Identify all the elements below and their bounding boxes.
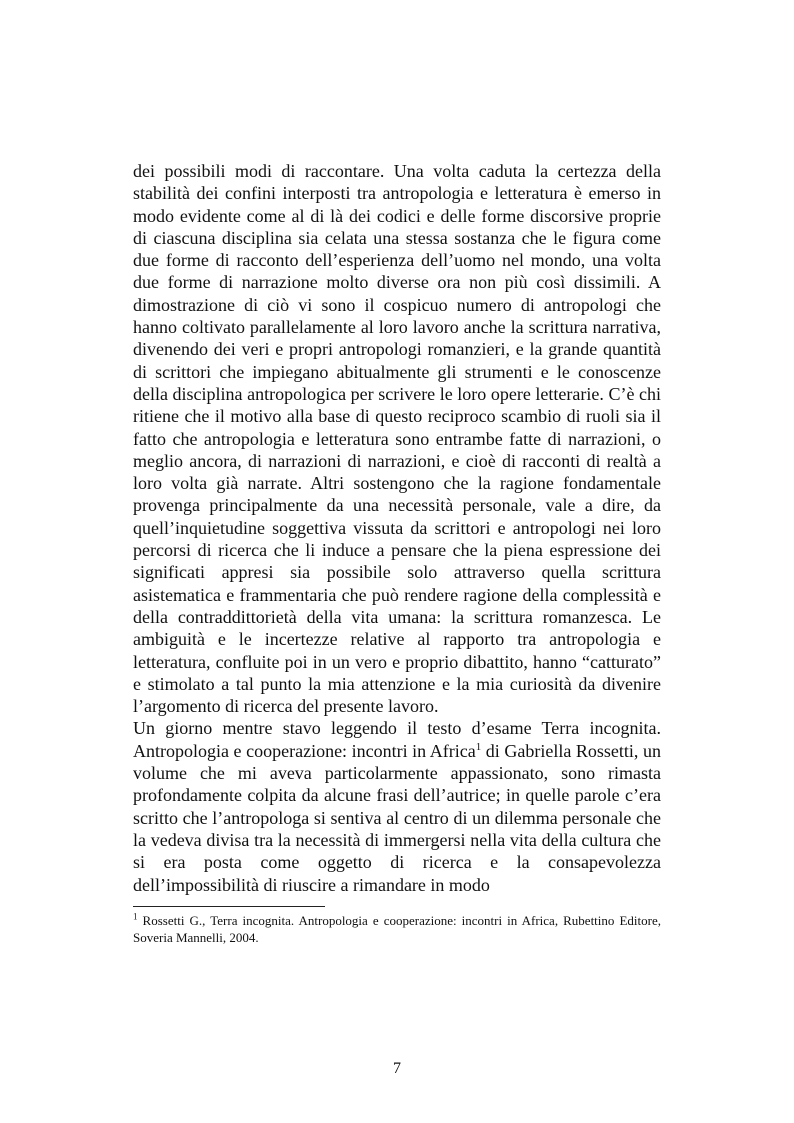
footnote-separator — [133, 906, 325, 907]
body-text — [133, 160, 661, 896]
footnote-text: Rossetti G., Terra incognita. Antropologia e cooperazione: incontri in Africa, Rubettino Editore, Soveria Mannelli, 2004. — [133, 913, 661, 945]
paragraph-1: dei possibili modi di raccontare. Una volta caduta la certezza della stabilità dei confini interposti tra antropologia e letteratura è emerso in modo evidente come al di là dei codici e delle forme discorsive proprie di ciascuna disciplina sia celata una stessa sostanza che le figura come due forme di racconto dell’esperienza dell’uomo nel mondo, una volta due forme di narrazione molto diverse ora non più così dissimili. A dimostrazione di ciò vi sono il cospicuo numero di antropologi che hanno coltivato parallelamente al loro lavoro anche la scrittura narrativa, divenendo dei veri e propri antropologi romanzieri, e la grande quantità di scrittori che impiegano abitualmente gli strumenti e le conoscenze della disciplina antropologica per scrivere le loro opere letterarie. C’è chi ritiene che il motivo alla base di questo reciproco scambio di ruoli sia il fatto che antropologia e letteratura sono entrambe fatte di narrazioni, o meglio ancora, di narrazioni di narrazioni, e cioè di racconti di realtà a loro volta già narrate. Altri sostengono che la ragione fondamentale provenga principalmente da una necessità personale, vale a dire, da quell’inquietudine soggettiva vissuta da scrittori e antropologi nei loro percorsi di ricerca che li induce a pensare che la piena espressione dei significati appresi sia possibile solo attraverso quella scrittura asistematica e frammentaria che può rendere ragione della complessità e della contraddittorietà della vita umana: la scrittura romanzesca. Le ambiguità e le incertezze relative al rapporto tra antropologia e letteratura, confluite poi in un vero e proprio dibattito, hanno “catturato” e stimolato a tal punto la mia attenzione e la mia curiosità da divenire l’argomento di ricerca del presente lavoro. — [133, 161, 661, 717]
footnote-number: 1 — [133, 911, 138, 922]
footnote — [133, 912, 661, 946]
footnote-reference: 1 — [475, 740, 482, 753]
page-number: 7 — [393, 1060, 401, 1077]
paragraph-2-text-end: di Gabriella Rossetti, un volume che mi aveva particolarmente appassionato, sono rimasta profondamente colpita da alcune frasi dell’autrice; in quelle parole c’era scritto che l’antropologa si sentiva al centro di un dilemma personale che la vedeva divisa tra la necessità di immergersi nella vita della cultura che si era posta come oggetto di ricerca e la consapevolezza dell’impossibilità di riuscire a rimandare in modo — [133, 740, 661, 895]
paragraph-2-text-start: Un giorno mentre stavo leggendo il testo d’esame Terra incognita. Antropologia e cooperazione: incontri in Africa — [133, 718, 661, 761]
paragraph-2 — [133, 717, 661, 895]
